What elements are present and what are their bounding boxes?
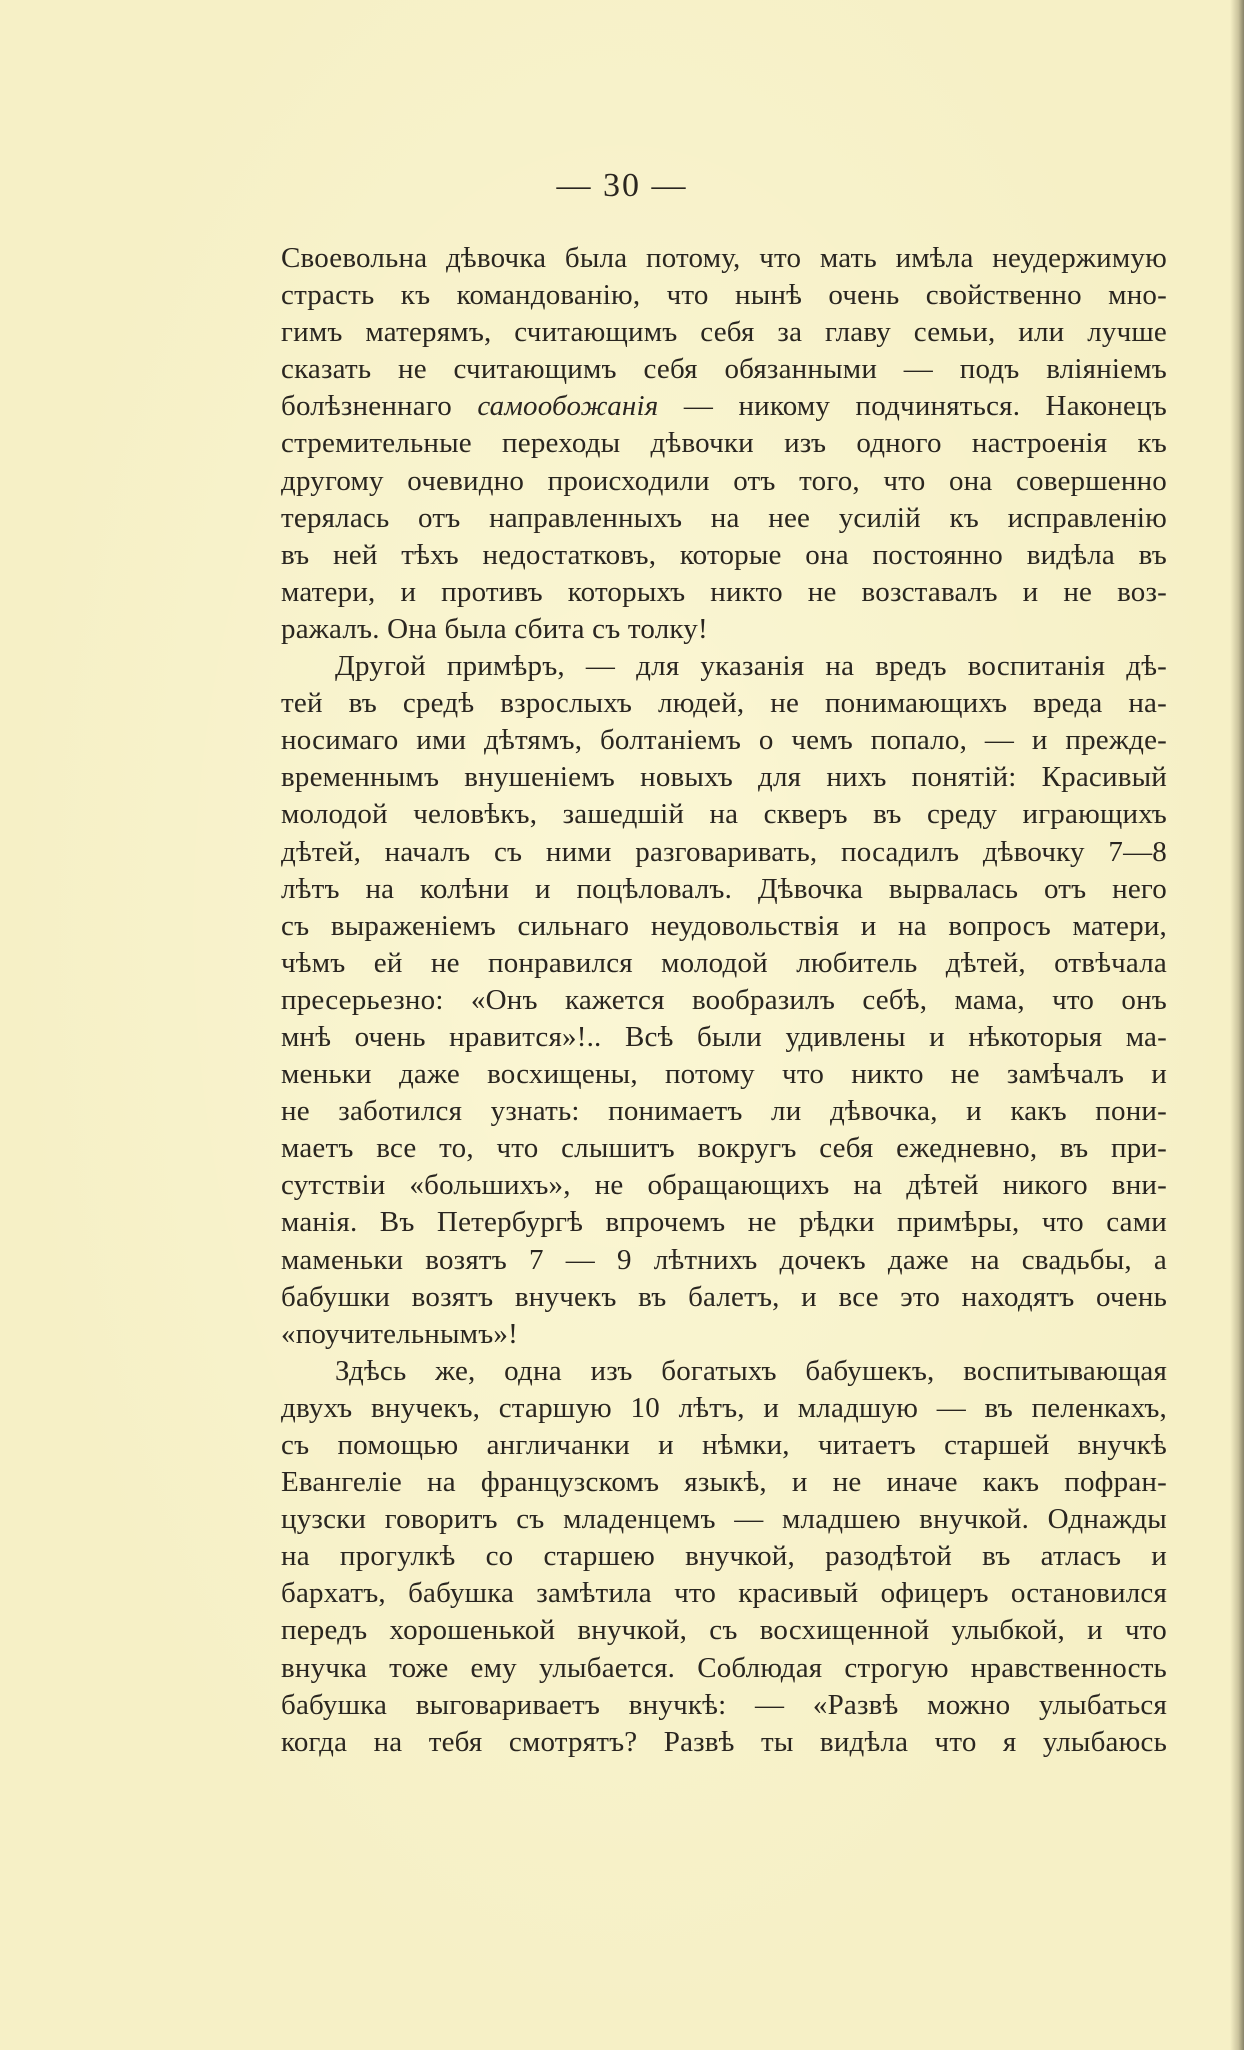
- paragraph-1: [281, 240, 1167, 648]
- text-line: маменьки возятъ 7 — 9 лѣтнихъ дочекъ даже на свадьбы, а: [281, 1243, 1167, 1276]
- text-line: мнѣ очень нравится»!.. Всѣ были удивлены и нѣкоторыя ма-: [281, 1020, 1167, 1053]
- text-line: «поучительнымъ»!: [281, 1317, 518, 1350]
- text-line: ражалъ. Она была сбита съ толку!: [281, 612, 708, 645]
- text-line: бабушка выговариваетъ внучкѣ: — «Развѣ можно улыбаться: [281, 1688, 1167, 1721]
- emphasized-word: самообожанія: [477, 390, 659, 423]
- text-line: временнымъ внушеніемъ новыхъ для нихъ понятій: Красивый: [281, 761, 1167, 794]
- text-line: стремительные переходы дѣвочки изъ одного настроенія къ: [281, 427, 1167, 460]
- paragraph-2: [281, 648, 1167, 1353]
- text-line: не заботился узнать: понимаетъ ли дѣвочка, и какъ пони-: [281, 1095, 1167, 1128]
- text-line: сутствіи «большихъ», не обращающихъ на дѣтей никого вни-: [281, 1169, 1167, 1202]
- text-line: терялась отъ направленныхъ на нее усилій къ исправленію: [281, 501, 1167, 534]
- text-line: бабушки возятъ внучекъ въ балетъ, и все это находятъ очень: [281, 1280, 1167, 1313]
- text-line: чѣмъ ей не понравился молодой любитель дѣтей, отвѣчала: [281, 946, 1167, 979]
- text-line: Евангеліе на французскомъ языкѣ, и не иначе какъ пофран-: [281, 1466, 1167, 1499]
- text-line: болѣзненнаго самообожанія — никому подчиняться. Наконецъ: [281, 390, 1167, 423]
- text-line: передъ хорошенькой внучкой, съ восхищенной улыбкой, и что: [281, 1614, 1167, 1647]
- text-line: страсть къ командованію, что нынѣ очень свойственно мно-: [281, 279, 1167, 312]
- text-line: молодой человѣкъ, зашедшій на скверъ въ среду играющихъ: [281, 798, 1167, 831]
- text-line: пресерьезно: «Онъ кажется вообразилъ себѣ, мама, что онъ: [281, 983, 1167, 1016]
- text-line: гимъ матерямъ, считающимъ себя за главу семьи, или лучше: [281, 316, 1167, 349]
- text-line: маетъ все то, что слышитъ вокругъ себя ежедневно, въ при-: [281, 1132, 1167, 1165]
- text-line: внучка тоже ему улыбается. Соблюдая строгую нравственность: [281, 1651, 1167, 1684]
- text-line: двухъ внучекъ, старшую 10 лѣтъ, и младшую — въ пеленкахъ,: [281, 1391, 1167, 1424]
- text-line: съ выраженіемъ сильнаго неудовольствія и на вопросъ матери,: [281, 909, 1167, 942]
- text-line: цузски говоритъ съ младенцемъ — младшею внучкой. Однажды: [281, 1503, 1167, 1536]
- text-line: матери, и противъ которыхъ никто не возставалъ и не воз-: [281, 575, 1167, 608]
- text-line: сказать не считающимъ себя обязанными — подъ вліяніемъ: [281, 353, 1167, 386]
- text-line: Своевольна дѣвочка была потому, что мать имѣла неудержимую: [281, 242, 1167, 274]
- body-text: [281, 240, 1167, 1761]
- text-line: съ помощью англичанки и нѣмки, читаетъ старшей внучкѣ: [281, 1429, 1167, 1461]
- text-line: лѣтъ на колѣни и поцѣловалъ. Дѣвочка вырвалась отъ него: [281, 872, 1167, 905]
- text-line: бархатъ, бабушка замѣтила что красивый офицеръ остановился: [281, 1577, 1167, 1610]
- text-line: манія. Въ Петербургѣ впрочемъ не рѣдки примѣры, что сами: [281, 1206, 1167, 1239]
- text-line: другому очевидно происходили отъ того, что она совершенно: [281, 464, 1167, 497]
- text-line: меньки даже восхищены, потому что никто не замѣчалъ и: [281, 1058, 1167, 1091]
- text-line: на прогулкѣ со старшею внучкой, разодѣтой въ атласъ и: [281, 1540, 1167, 1573]
- paragraph-3: [281, 1353, 1167, 1761]
- page-number: — 30 —: [556, 167, 688, 204]
- text-line: Здѣсь же, одна изъ богатыхъ бабушекъ, воспитывающая: [335, 1354, 1167, 1387]
- text-line: тей въ средѣ взрослыхъ людей, не понимающихъ вреда на-: [281, 687, 1167, 720]
- text-line: носимаго ими дѣтямъ, болтаніемъ о чемъ попало, — и прежде-: [281, 724, 1167, 757]
- text-line: дѣтей, началъ съ ними разговаривать, посадилъ дѣвочку 7—8: [281, 835, 1167, 868]
- text-line: въ ней тѣхъ недостатковъ, которые она постоянно видѣла въ: [281, 538, 1167, 571]
- page-edge-shadow: [1230, 0, 1244, 2050]
- text-line: когда на тебя смотрятъ? Развѣ ты видѣла что я улыбаюсь: [281, 1725, 1167, 1758]
- text-line: Другой примѣръ, — для указанія на вредъ воспитанія дѣ-: [335, 650, 1167, 683]
